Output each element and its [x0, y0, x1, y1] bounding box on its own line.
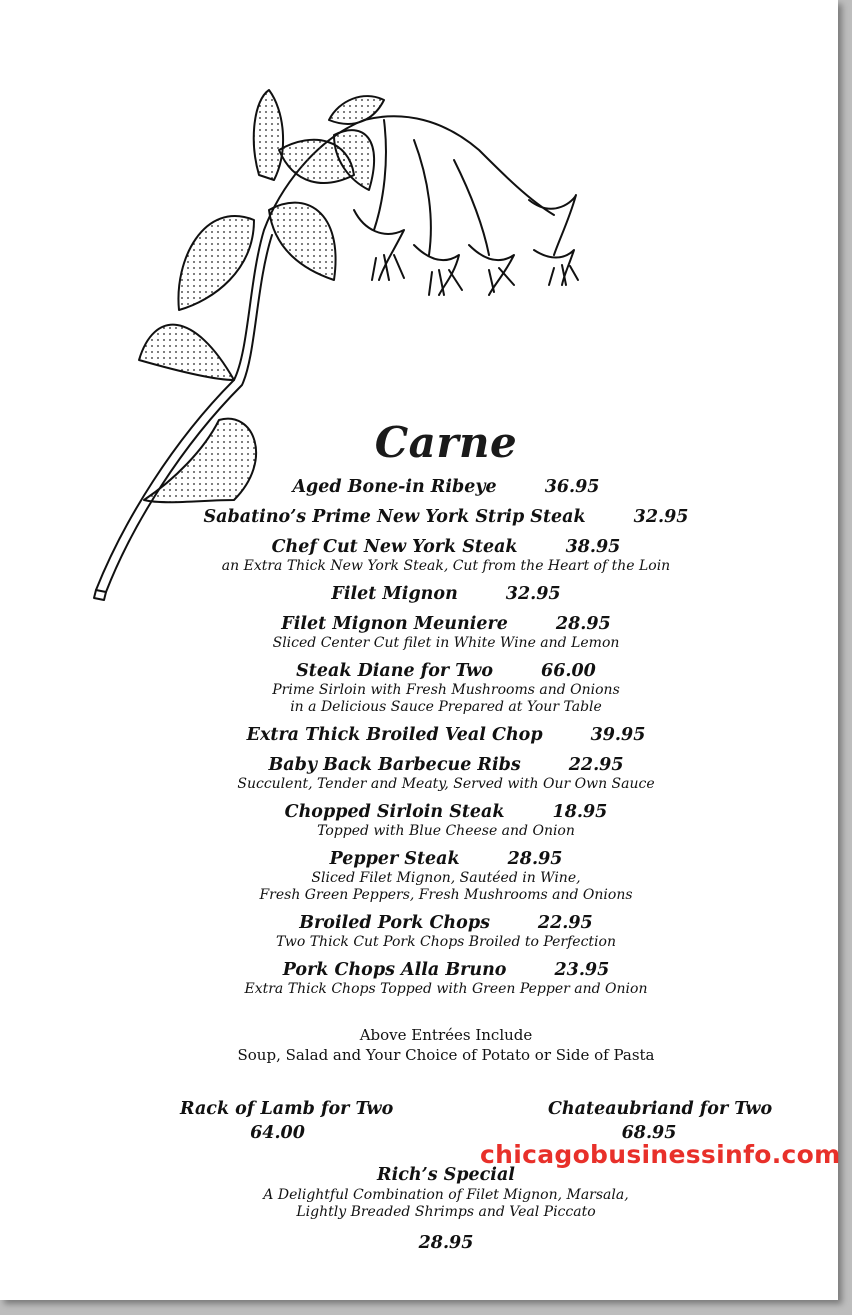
special-rack-of-lamb [180, 1097, 394, 1145]
menu-item-line [0, 583, 852, 605]
menu-item [0, 848, 852, 904]
menu-item [0, 583, 852, 605]
menu-item-name: Baby Back Barbecue Ribs [268, 755, 521, 775]
menu-item-price: 39.95 [590, 725, 646, 745]
menu-item-line [0, 724, 852, 746]
entree-note-line2: Soup, Salad and Your Choice of Potato or Side of Pasta [237, 1046, 655, 1064]
entree-note-line1: Above Entrées Include [359, 1026, 533, 1044]
menu-item-description: Topped with Blue Cheese and Onion [317, 823, 575, 839]
menu-item-line [0, 613, 852, 635]
menu-item-description: an Extra Thick New York Steak, Cut from the Heart of the Loin [221, 558, 671, 574]
menu-item-description: Sliced Filet Mignon, Sautéed in Wine, [311, 870, 581, 886]
menu-item-name: Chef Cut New York Steak [271, 537, 518, 557]
watermark: chicagobusinessinfo.com [480, 1140, 841, 1169]
menu-item [0, 660, 852, 716]
menu-item-line [0, 959, 852, 981]
menu-item-name: Pork Chops Alla Bruno [282, 960, 507, 980]
menu-item-price: 18.95 [552, 802, 608, 822]
special-name: Rack of Lamb for Two [180, 1099, 394, 1119]
menu-item-price: 22.95 [537, 913, 593, 933]
special-name: Chateaubriand for Two [548, 1099, 773, 1119]
menu-item-description: Succulent, Tender and Meaty, Served with Our Own Sauce [237, 776, 655, 792]
menu-item [0, 476, 852, 498]
menu-item-description: Fresh Green Peppers, Fresh Mushrooms and Onions [259, 887, 633, 903]
special-price: 64.00 [250, 1123, 305, 1143]
menu-item [0, 724, 852, 746]
menu-item-description: Two Thick Cut Pork Chops Broiled to Perfection [276, 934, 616, 950]
menu-item-price: 28.95 [507, 849, 563, 869]
special-price: 28.95 [418, 1233, 474, 1253]
menu-item-line [0, 506, 852, 528]
menu-item-name: Broiled Pork Chops [299, 913, 490, 933]
special-name: Rich’s Special [377, 1165, 515, 1185]
menu-item-price: 32.95 [633, 507, 689, 527]
menu-item-name: Steak Diane for Two [296, 661, 494, 681]
menu-item [0, 536, 852, 575]
special-description: A Delightful Combination of Filet Mignon, Marsala, [263, 1187, 629, 1203]
menu-item [0, 613, 852, 652]
menu-item-description: Extra Thick Chops Topped with Green Pepper and Onion [244, 981, 648, 997]
special-description: Lightly Breaded Shrimps and Veal Piccato [296, 1204, 596, 1220]
menu-item-price: 38.95 [565, 537, 621, 557]
menu-item-price: 36.95 [544, 477, 600, 497]
special-chateaubriand [548, 1097, 773, 1145]
menu-item-description: Sliced Center Cut filet in White Wine and Lemon [272, 635, 620, 651]
special-richs [0, 1163, 852, 1255]
menu-item-name: Sabatino’s Prime New York Strip Steak [203, 507, 586, 527]
menu-list [0, 476, 852, 1006]
special-price: 68.95 [621, 1123, 677, 1143]
menu-item-line [0, 848, 852, 870]
menu-item [0, 912, 852, 951]
menu-item-line [0, 476, 852, 498]
menu-item-line [0, 660, 852, 682]
menu-item-name: Filet Mignon [331, 584, 458, 604]
menu-item-price: 32.95 [505, 584, 561, 604]
menu-item [0, 506, 852, 528]
entree-note [0, 1025, 852, 1065]
menu-item [0, 754, 852, 793]
menu-item-line [0, 801, 852, 823]
menu-item-price: 28.95 [555, 614, 611, 634]
section-title: Carne [374, 418, 518, 467]
menu-item-price: 22.95 [568, 755, 624, 775]
menu-item [0, 801, 852, 840]
menu-item [0, 959, 852, 998]
menu-item-description: in a Delicious Sauce Prepared at Your Table [290, 699, 602, 715]
menu-item-description: Prime Sirloin with Fresh Mushrooms and Onions [272, 682, 620, 698]
menu-item-line [0, 536, 852, 558]
menu-item-name: Chopped Sirloin Steak [284, 802, 505, 822]
menu-item-name: Filet Mignon Meuniere [281, 614, 508, 634]
menu-item-name: Extra Thick Broiled Veal Chop [246, 725, 543, 745]
menu-item-price: 23.95 [554, 960, 610, 980]
menu-item-price: 66.00 [541, 661, 596, 681]
menu-item-name: Aged Bone-in Ribeye [292, 477, 497, 497]
menu-item-name: Pepper Steak [329, 849, 460, 869]
menu-item-line [0, 912, 852, 934]
menu-item-line [0, 754, 852, 776]
